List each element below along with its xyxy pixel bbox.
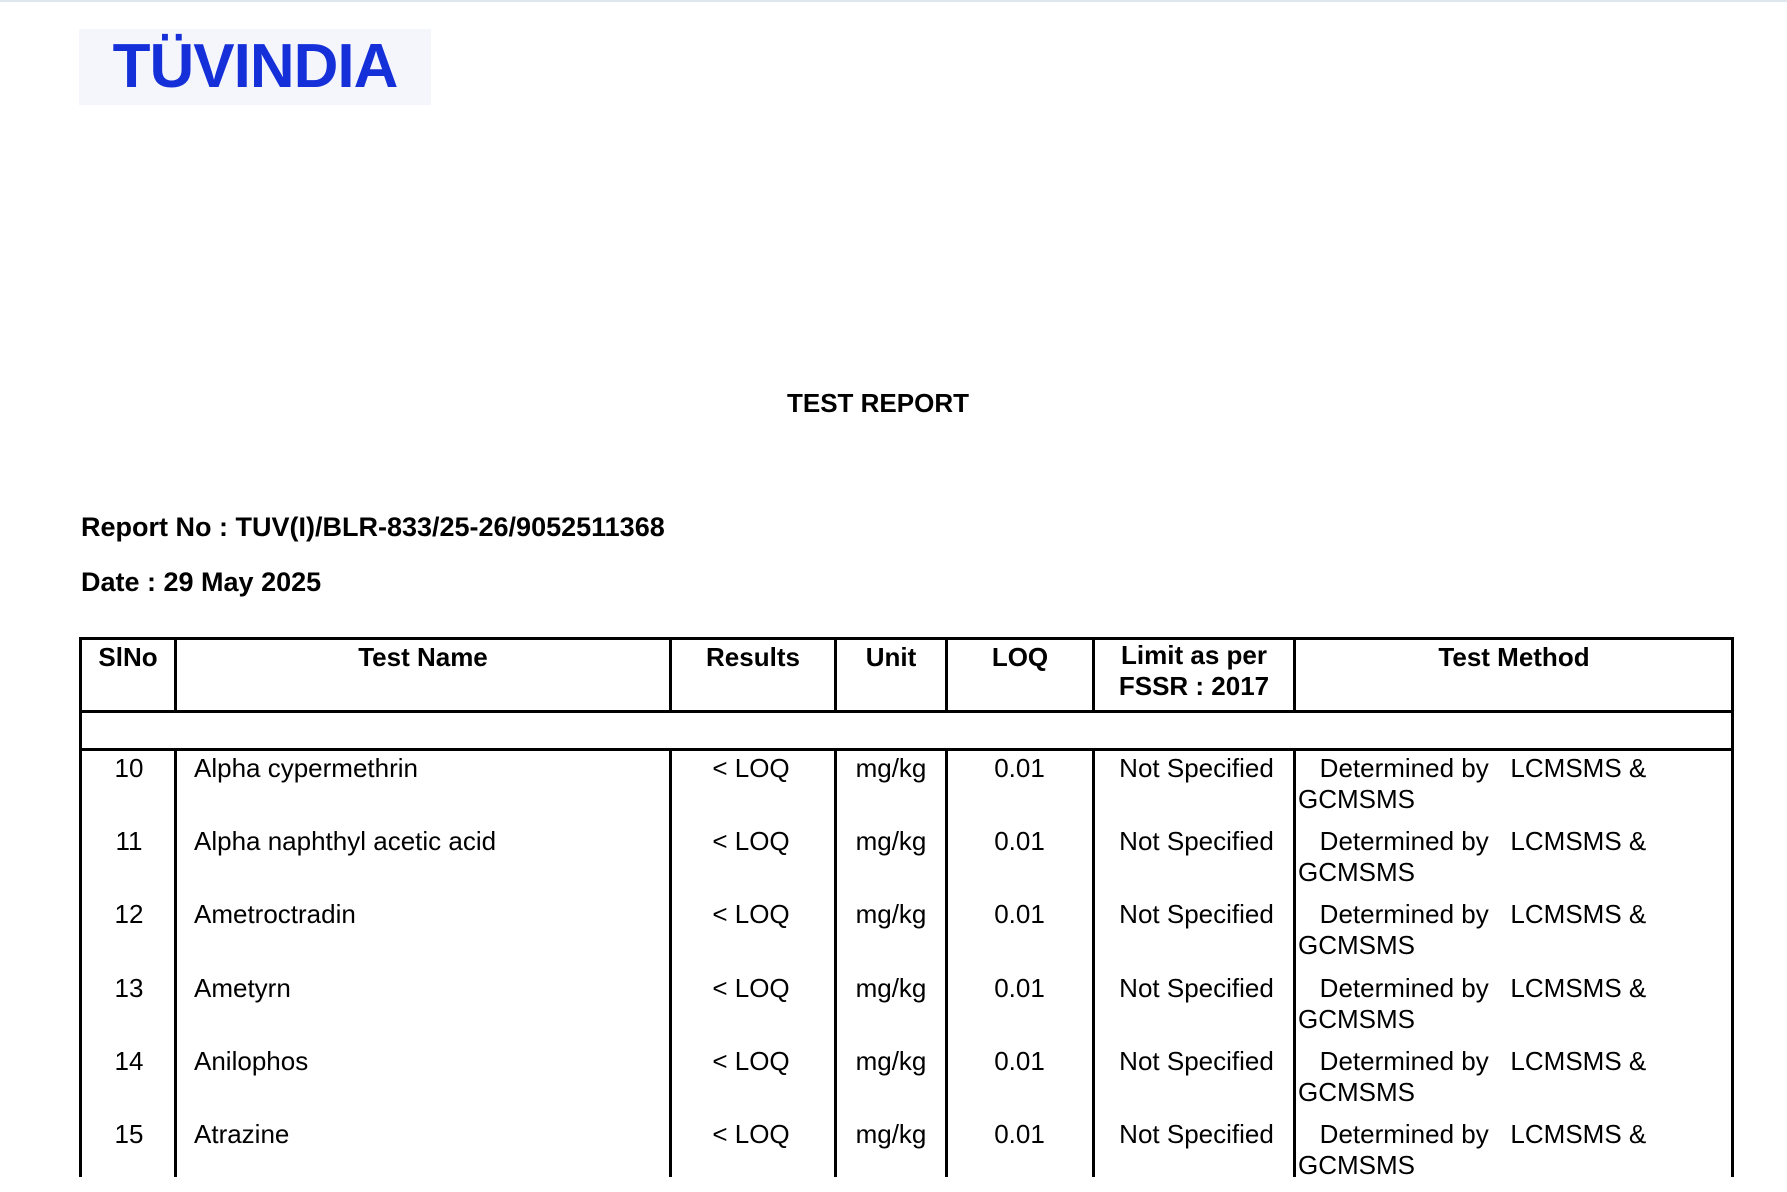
cell-test-name: Alpha cypermethrin [194,753,418,783]
cell-result: < LOQ [712,826,790,856]
cell-loq: 0.01 [994,973,1045,1003]
cell-slno: 11 [115,826,143,856]
cell-test-method [1298,1046,1728,1108]
cell-loq: 0.01 [994,899,1045,929]
header-loq: LOQ [991,642,1049,672]
header-unit: Unit [865,642,917,672]
cell-limit: Not Specified [1119,826,1274,856]
report-date: Date : 29 May 2025 [81,567,322,597]
cell-loq: 0.01 [994,1119,1045,1149]
table-row [82,753,1731,826]
cell-test-name: Alpha naphthyl acetic acid [194,826,497,856]
cell-result: < LOQ [712,899,790,929]
table-row [82,1046,1731,1119]
method-line-2: GCMSMS [1298,930,1415,960]
results-table [79,637,1734,1180]
cell-slno: 14 [114,1046,144,1076]
method-line-2: GCMSMS [1298,1150,1415,1180]
logo-text: TÜVINDIA [112,32,398,101]
cell-result: < LOQ [712,1046,790,1076]
method-line-1: Determined by LCMSMS & [1298,1046,1647,1076]
method-line-2: GCMSMS [1298,857,1415,887]
cell-unit: mg/kg [855,1046,927,1076]
header-results: Results [706,642,800,672]
header-slno: SlNo [98,642,158,672]
cell-limit: Not Specified [1119,899,1274,929]
method-line-1: Determined by LCMSMS & [1298,826,1647,856]
cell-test-method [1298,826,1728,888]
method-line-1: Determined by LCMSMS & [1298,973,1647,1003]
method-line-1: Determined by LCMSMS & [1298,1119,1647,1149]
cell-limit: Not Specified [1119,753,1274,783]
cell-result: < LOQ [712,1119,790,1149]
spacer-row [82,713,1731,748]
method-line-2: GCMSMS [1298,1077,1415,1107]
cell-limit: Not Specified [1119,1119,1274,1149]
cell-unit: mg/kg [855,973,927,1003]
method-line-2: GCMSMS [1298,784,1415,814]
tuv-india-logo [79,29,431,105]
header-test-method: Test Method [1438,642,1590,672]
cell-slno: 10 [114,753,144,783]
cell-result: < LOQ [712,973,790,1003]
cell-unit: mg/kg [855,826,927,856]
table-row [82,1119,1731,1192]
cell-test-name: Ametroctradin [194,899,356,929]
cell-test-method [1298,973,1728,1035]
report-number: Report No : TUV(I)/BLR-833/25-26/9052511368 [81,512,665,542]
method-line-1: Determined by LCMSMS & [1298,753,1647,783]
top-rule [0,0,1787,2]
cell-test-method [1298,753,1728,815]
cell-slno: 12 [114,899,144,929]
method-line-1: Determined by LCMSMS & [1298,899,1647,929]
cell-test-name: Anilophos [194,1046,309,1076]
header-limit [1095,640,1293,702]
cell-loq: 0.01 [994,826,1045,856]
cell-test-name: Ametyrn [194,973,291,1003]
table-row [82,973,1731,1046]
cell-limit: Not Specified [1119,973,1274,1003]
cell-slno: 13 [114,973,144,1003]
cell-limit: Not Specified [1119,1046,1274,1076]
table-row [82,826,1731,899]
spacer-divider [82,748,1731,751]
cell-test-method [1298,1119,1728,1181]
header-test-name: Test Name [358,642,488,672]
method-line-2: GCMSMS [1298,1004,1415,1034]
cell-unit: mg/kg [855,1119,927,1149]
cell-loq: 0.01 [994,1046,1045,1076]
cell-result: < LOQ [712,753,790,783]
table-row [82,899,1731,972]
page-title: TEST REPORT [786,388,969,418]
header-limit-line1: Limit as per [1121,640,1267,670]
header-limit-line2: FSSR : 2017 [1118,671,1270,701]
cell-test-method [1298,899,1728,961]
cell-unit: mg/kg [855,899,927,929]
cell-test-name: Atrazine [194,1119,290,1149]
cell-unit: mg/kg [855,753,927,783]
cell-slno: 15 [114,1119,144,1149]
cell-loq: 0.01 [994,753,1045,783]
